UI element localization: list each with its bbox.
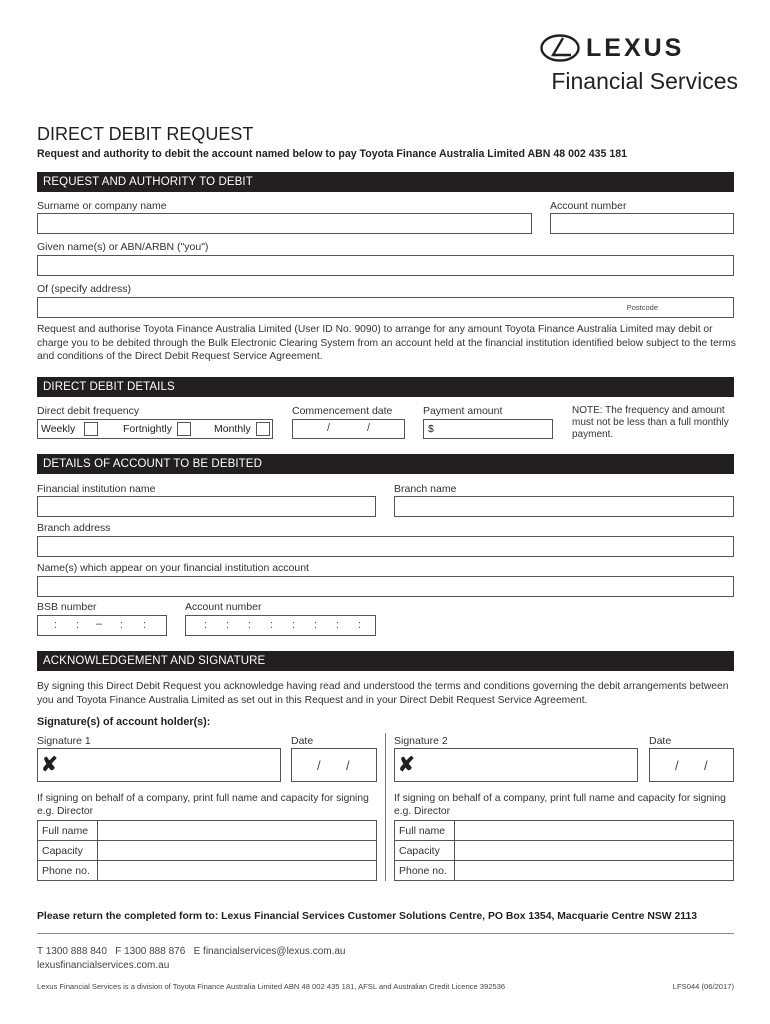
digit-separator: : bbox=[143, 619, 147, 631]
signature-divider bbox=[385, 733, 386, 881]
bsb-dash: – bbox=[96, 618, 103, 630]
institution-label: Financial institution name bbox=[37, 483, 156, 495]
date-separator: / bbox=[704, 758, 708, 773]
digit-separator: : bbox=[120, 619, 124, 631]
page-subtitle: Request and authority to debit the account named below to pay Toyota Finance Australia Limited ABN 48 002 435 181 bbox=[37, 148, 628, 160]
section-header-acknowledgement: ACKNOWLEDGEMENT AND SIGNATURE bbox=[37, 651, 734, 671]
date1-input[interactable] bbox=[291, 748, 377, 782]
bank-account-number-input[interactable] bbox=[185, 615, 376, 636]
sign-here-mark: ✘ bbox=[41, 754, 58, 776]
section-header-account-details: DETAILS OF ACCOUNT TO BE DEBITED bbox=[37, 454, 734, 474]
date-separator: / bbox=[327, 422, 331, 434]
acknowledgement-text: By signing this Direct Debit Request you acknowledge having read and understood the terms and conditions governing the debit arrangements between you and Toyota Finance Australia Limited as set out in this Request and in your Direct Debit Request Service Agreement. bbox=[37, 681, 729, 706]
currency-symbol: $ bbox=[428, 423, 434, 435]
brand-subtitle: Financial Services bbox=[551, 68, 738, 94]
signature2-field[interactable] bbox=[394, 748, 638, 782]
postcode-label: Postcode bbox=[626, 303, 658, 312]
signer1-details bbox=[37, 820, 377, 881]
surname-label: Surname or company name bbox=[37, 200, 167, 212]
company-note-1: If signing on behalf of a company, print full name and capacity for signing e.g. Director bbox=[37, 793, 369, 817]
full-name-label: Full name bbox=[38, 821, 98, 840]
digit-separator: : bbox=[314, 619, 318, 631]
signature1-field[interactable] bbox=[37, 748, 281, 782]
footer-contact: T 1300 888 840 F 1300 888 876 E financialservices@lexus.com.au bbox=[37, 946, 346, 957]
digit-separator: : bbox=[76, 619, 80, 631]
account-names-input[interactable] bbox=[37, 576, 734, 597]
date-separator: / bbox=[675, 758, 679, 773]
digit-separator: : bbox=[270, 619, 274, 631]
lexus-wordmark: LEXUS bbox=[586, 34, 685, 62]
digit-separator: : bbox=[358, 619, 362, 631]
lexus-emblem-icon bbox=[540, 34, 580, 62]
digit-separator: : bbox=[248, 619, 252, 631]
frequency-label: Direct debit frequency bbox=[37, 405, 140, 417]
frequency-note: NOTE: The frequency and amount must not be less than a full monthly payment. bbox=[572, 405, 729, 440]
phone-label: Phone no. bbox=[395, 861, 455, 881]
phone-input-1[interactable] bbox=[98, 861, 376, 881]
frequency-group bbox=[37, 419, 273, 439]
signatures-heading: Signature(s) of account holder(s): bbox=[37, 716, 211, 728]
section-header-direct-debit-details: DIRECT DEBIT DETAILS bbox=[37, 377, 734, 397]
full-name-label: Full name bbox=[395, 821, 455, 840]
monthly-label: Monthly bbox=[214, 423, 251, 435]
full-name-input-1[interactable] bbox=[98, 821, 376, 840]
digit-separator: : bbox=[54, 619, 58, 631]
commencement-date-label: Commencement date bbox=[292, 405, 393, 417]
weekly-checkbox[interactable] bbox=[84, 422, 98, 436]
digit-separator: : bbox=[204, 619, 208, 631]
branch-address-label: Branch address bbox=[37, 522, 111, 534]
capacity-input-2[interactable] bbox=[455, 841, 733, 860]
date2-label: Date bbox=[649, 735, 672, 747]
page-title: DIRECT DEBIT REQUEST bbox=[37, 124, 254, 144]
digit-separator: : bbox=[226, 619, 230, 631]
footer-website[interactable]: lexusfinancialservices.com.au bbox=[37, 960, 170, 971]
full-name-input-2[interactable] bbox=[455, 821, 733, 840]
form-code: LFS044 (06/2017) bbox=[672, 982, 734, 991]
branch-address-input[interactable] bbox=[37, 536, 734, 557]
phone-label: Phone no. bbox=[38, 861, 98, 881]
bank-account-number-label: Account number bbox=[185, 601, 262, 613]
signature1-label: Signature 1 bbox=[37, 735, 91, 747]
section-header-request-authority: REQUEST AND AUTHORITY TO DEBIT bbox=[37, 172, 734, 192]
signature2-label: Signature 2 bbox=[394, 735, 448, 747]
date2-input[interactable] bbox=[649, 748, 734, 782]
company-note-2: If signing on behalf of a company, print full name and capacity for signing e.g. Director bbox=[394, 793, 726, 817]
signer2-details bbox=[394, 820, 734, 881]
capacity-label: Capacity bbox=[395, 841, 455, 860]
branch-name-label: Branch name bbox=[394, 483, 457, 495]
weekly-label: Weekly bbox=[41, 423, 76, 435]
phone-input-2[interactable] bbox=[455, 861, 733, 881]
sign-here-mark: ✘ bbox=[398, 754, 415, 776]
date-separator: / bbox=[317, 758, 321, 773]
authority-text: Request and authorise Toyota Finance Australia Limited (User ID No. 9090) to arrange for any amount Toyota Finance Australia Limited may debit or charge you to be debited through the Bulk Electronic Clearing System from an account held at the financial institution identified below subject to the terms and conditions of the Direct Debit Request Service Agreement. bbox=[37, 324, 736, 362]
branch-name-input[interactable] bbox=[394, 496, 734, 517]
address-label: Of (specify address) bbox=[37, 283, 131, 295]
footer-legal: Lexus Financial Services is a division of Toyota Finance Australia Limited ABN 48 002 435 181, AFSL and Australian Credit Licence 392536 bbox=[37, 982, 506, 991]
return-instructions: Please return the completed form to: Lexus Financial Services Customer Solutions Centre, PO Box 1354, Macquarie Centre NSW 2113 bbox=[37, 911, 698, 922]
institution-input[interactable] bbox=[37, 496, 376, 517]
capacity-input-1[interactable] bbox=[98, 841, 376, 860]
fortnightly-checkbox[interactable] bbox=[177, 422, 191, 436]
given-names-input[interactable] bbox=[37, 255, 734, 276]
account-names-label: Name(s) which appear on your financial institution account bbox=[37, 562, 309, 574]
date-separator: / bbox=[346, 758, 350, 773]
digit-separator: : bbox=[292, 619, 296, 631]
given-names-label: Given name(s) or ABN/ARBN ("you") bbox=[37, 241, 209, 253]
footer-divider bbox=[37, 933, 734, 934]
bsb-label: BSB number bbox=[37, 601, 97, 613]
fortnightly-label: Fortnightly bbox=[123, 423, 173, 435]
account-number-label: Account number bbox=[550, 200, 627, 212]
payment-amount-label: Payment amount bbox=[423, 405, 503, 417]
monthly-checkbox[interactable] bbox=[256, 422, 270, 436]
commencement-date-input[interactable] bbox=[292, 419, 405, 439]
surname-input[interactable] bbox=[37, 213, 532, 234]
lexus-logo bbox=[540, 33, 736, 63]
date-separator: / bbox=[367, 422, 371, 434]
address-input[interactable] bbox=[37, 297, 734, 318]
bsb-input[interactable] bbox=[37, 615, 167, 636]
account-number-input[interactable] bbox=[550, 213, 734, 234]
digit-separator: : bbox=[336, 619, 340, 631]
date1-label: Date bbox=[291, 735, 314, 747]
payment-amount-input[interactable] bbox=[423, 419, 553, 439]
capacity-label: Capacity bbox=[38, 841, 98, 860]
